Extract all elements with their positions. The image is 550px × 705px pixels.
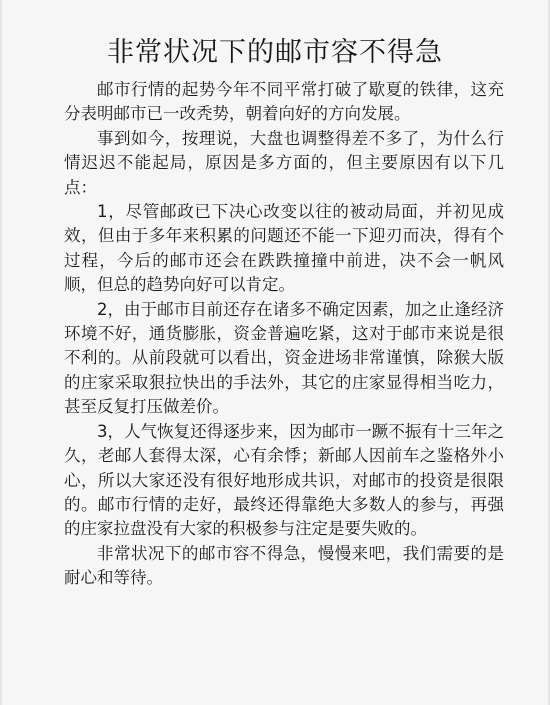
paragraph-intro: 邮市行情的起势今年不同平常打破了歇夏的铁律，这充分表明邮市已一改秃势，朝着向好的方向发展。 bbox=[64, 80, 504, 124]
page-left-edge bbox=[0, 0, 2, 705]
article-body bbox=[64, 78, 504, 591]
paragraph-reasons-intro: 事到如今，按理说，大盘也调整得差不多了，为什么行情迟迟不能起局，原因是多方面的，但主要原因有以下几点： bbox=[64, 128, 504, 197]
paragraph-conclusion: 非常状况下的邮市容不得急，慢慢来吧，我们需要的是耐心和等待。 bbox=[64, 543, 504, 588]
paragraph-point-3: 3，人气恢复还得逐步来，因为邮市一蹶不振有十三年之久，老邮人套得太深，心有余悸；新邮人因前车之鉴格外小心，所以大家还没有很好地形成共识，对邮市的投资是很限的。邮市行情的走好，最终还得靠绝大多数人的参与，再强的庄家拉盘没有大家的积极参与注定是要失败的。 bbox=[64, 421, 504, 539]
paragraph-point-2: 2，由于邮市目前还存在诸多不确定因素，加之止逢经济环境不好，通货膨胀，资金普遍吃紧，这对于邮市来说是很不利的。从前段就可以看出，资金进场非常谨慎，除猴大版的庄家采取狠拉快出的手法外，其它的庄家显得相当吃力，甚至反复打压做差价。 bbox=[64, 299, 504, 417]
paragraph-point-1: 1，尽管邮政已下决心改变以往的被动局面，并初见成效，但由于多年来积累的问题还不能一下迎刃而决，得有个过程，今后的邮市还会在跌跌撞撞中前进，决不会一帆风顺，但总的趋势向好可以肯定。 bbox=[64, 202, 504, 295]
article-title: 非常状况下的邮市容不得急 bbox=[107, 37, 443, 68]
